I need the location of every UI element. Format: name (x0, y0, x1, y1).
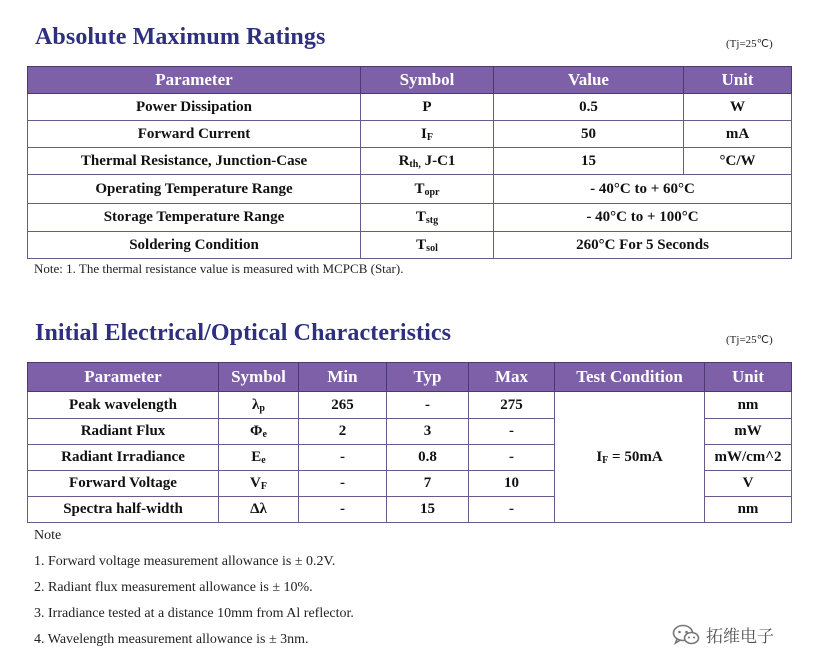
symbol-subscript: p (259, 402, 265, 414)
ieo-note-heading: Note (34, 528, 62, 543)
amr-condition: (Tj=25℃) (726, 38, 773, 50)
symbol-cell (219, 471, 299, 497)
ieo-header-typ: Typ (387, 363, 469, 392)
symbol-subscript: th, (409, 158, 421, 170)
min-cell: - (299, 497, 387, 523)
ieo-header-test-condition: Test Condition (555, 363, 705, 392)
value-cell: - 40°C to + 100°C (494, 204, 792, 232)
symbol-text: T (415, 209, 426, 225)
typ-cell: - (387, 392, 469, 419)
ieo-header-parameter: Parameter (28, 363, 219, 392)
param-cell: Thermal Resistance, Junction-Case (28, 148, 361, 175)
symbol-cell (219, 392, 299, 419)
test-condition-symbol: I (596, 448, 603, 465)
param-cell: Forward Voltage (28, 471, 219, 497)
symbol-subscript: opr (424, 186, 440, 198)
typ-cell: 0.8 (387, 445, 469, 471)
ieo-header-symbol: Symbol (219, 363, 299, 392)
symbol-subscript: F (260, 481, 267, 492)
amr-note: Note: 1. The thermal resistance value is measured with MCPCB (Star). (34, 261, 404, 276)
unit-cell: W (684, 94, 792, 121)
unit-cell: nm (705, 392, 792, 419)
amr-table (27, 66, 792, 259)
symbol-text: Φ (250, 423, 263, 439)
min-cell: - (299, 445, 387, 471)
symbol-text: I (421, 125, 427, 142)
unit-cell: nm (705, 497, 792, 523)
symbol-text: E (251, 449, 262, 465)
amr-title: Absolute Maximum Ratings (35, 24, 326, 50)
min-cell: 2 (299, 419, 387, 445)
min-cell: - (299, 471, 387, 497)
ieo-header-min: Min (299, 363, 387, 392)
symbol-subscript: F (426, 131, 433, 143)
typ-cell: 3 (387, 419, 469, 445)
ieo-note-2: 2. Radiant flux measurement allowance is ± 10%. (34, 580, 313, 595)
table-row (28, 232, 792, 259)
min-cell: 265 (299, 392, 387, 419)
amr-header-row (28, 67, 792, 94)
param-cell: Peak wavelength (28, 392, 219, 419)
symbol-cell (361, 175, 494, 204)
ieo-note-3: 3. Irradiance tested at a distance 10mm from Al reflector. (34, 606, 354, 621)
table-row (28, 94, 792, 121)
symbol-subscript: e (261, 455, 266, 466)
symbol-cell (219, 497, 299, 523)
unit-cell: mW/cm^2 (705, 445, 792, 471)
symbol-subscript: sol (426, 242, 438, 254)
param-cell: Radiant Flux (28, 419, 219, 445)
table-row (28, 175, 792, 204)
symbol-cell (219, 419, 299, 445)
max-cell: 10 (469, 471, 555, 497)
symbol-text: P (422, 98, 432, 115)
symbol-text: V (250, 475, 261, 491)
wechat-icon (672, 624, 700, 646)
symbol-text: Δλ (250, 501, 267, 517)
value-cell: 15 (494, 148, 684, 175)
symbol-text: T (416, 236, 427, 253)
ieo-note-4: 4. Wavelength measurement allowance is ± 3nm. (34, 632, 309, 647)
symbol-cell (361, 204, 494, 232)
param-cell: Forward Current (28, 121, 361, 148)
ieo-title: Initial Electrical/Optical Characteristics (35, 320, 452, 346)
value-cell: 50 (494, 121, 684, 148)
max-cell: - (469, 497, 555, 523)
watermark-text: 拓维电子 (706, 627, 774, 647)
symbol-text: λ (252, 396, 260, 413)
test-condition-value: = 50mA (608, 448, 663, 465)
test-condition-subscript: F (602, 454, 609, 466)
table-row (28, 392, 792, 419)
typ-cell: 15 (387, 497, 469, 523)
symbol-suffix: J-C1 (420, 152, 456, 169)
value-cell: - 40°C to + 60°C (494, 175, 792, 204)
param-cell: Radiant Irradiance (28, 445, 219, 471)
symbol-text: T (414, 180, 425, 197)
symbol-subscript: stg (425, 215, 439, 226)
table-row (28, 148, 792, 175)
symbol-cell (361, 148, 494, 175)
max-cell: - (469, 445, 555, 471)
param-cell: Power Dissipation (28, 94, 361, 121)
unit-cell: mW (705, 419, 792, 445)
max-cell: 275 (469, 392, 555, 419)
ieo-header-row (28, 363, 792, 392)
symbol-cell (361, 121, 494, 148)
ieo-condition: (Tj=25℃) (726, 334, 773, 346)
amr-header-symbol: Symbol (361, 67, 494, 94)
symbol-text: R (398, 152, 410, 169)
symbol-cell (361, 232, 494, 259)
ieo-header-unit: Unit (705, 363, 792, 392)
max-cell: - (469, 419, 555, 445)
typ-cell: 7 (387, 471, 469, 497)
unit-cell: °C/W (684, 148, 792, 175)
value-cell: 260°C For 5 Seconds (494, 232, 792, 259)
param-cell: Spectra half-width (28, 497, 219, 523)
table-row (28, 204, 792, 232)
watermark (672, 622, 774, 647)
amr-header-unit: Unit (684, 67, 792, 94)
symbol-cell (219, 445, 299, 471)
ieo-header-max: Max (469, 363, 555, 392)
test-condition-cell (555, 392, 705, 523)
table-row (28, 121, 792, 148)
ieo-table (27, 362, 792, 523)
unit-cell: mA (684, 121, 792, 148)
param-cell: Storage Temperature Range (28, 204, 361, 232)
symbol-subscript: e (262, 429, 267, 440)
symbol-cell (361, 94, 494, 121)
unit-cell: V (705, 471, 792, 497)
value-cell: 0.5 (494, 94, 684, 121)
param-cell: Operating Temperature Range (28, 175, 361, 204)
ieo-note-1: 1. Forward voltage measurement allowance is ± 0.2V. (34, 554, 336, 569)
param-cell: Soldering Condition (28, 232, 361, 259)
amr-header-parameter: Parameter (28, 67, 361, 94)
amr-header-value: Value (494, 67, 684, 94)
